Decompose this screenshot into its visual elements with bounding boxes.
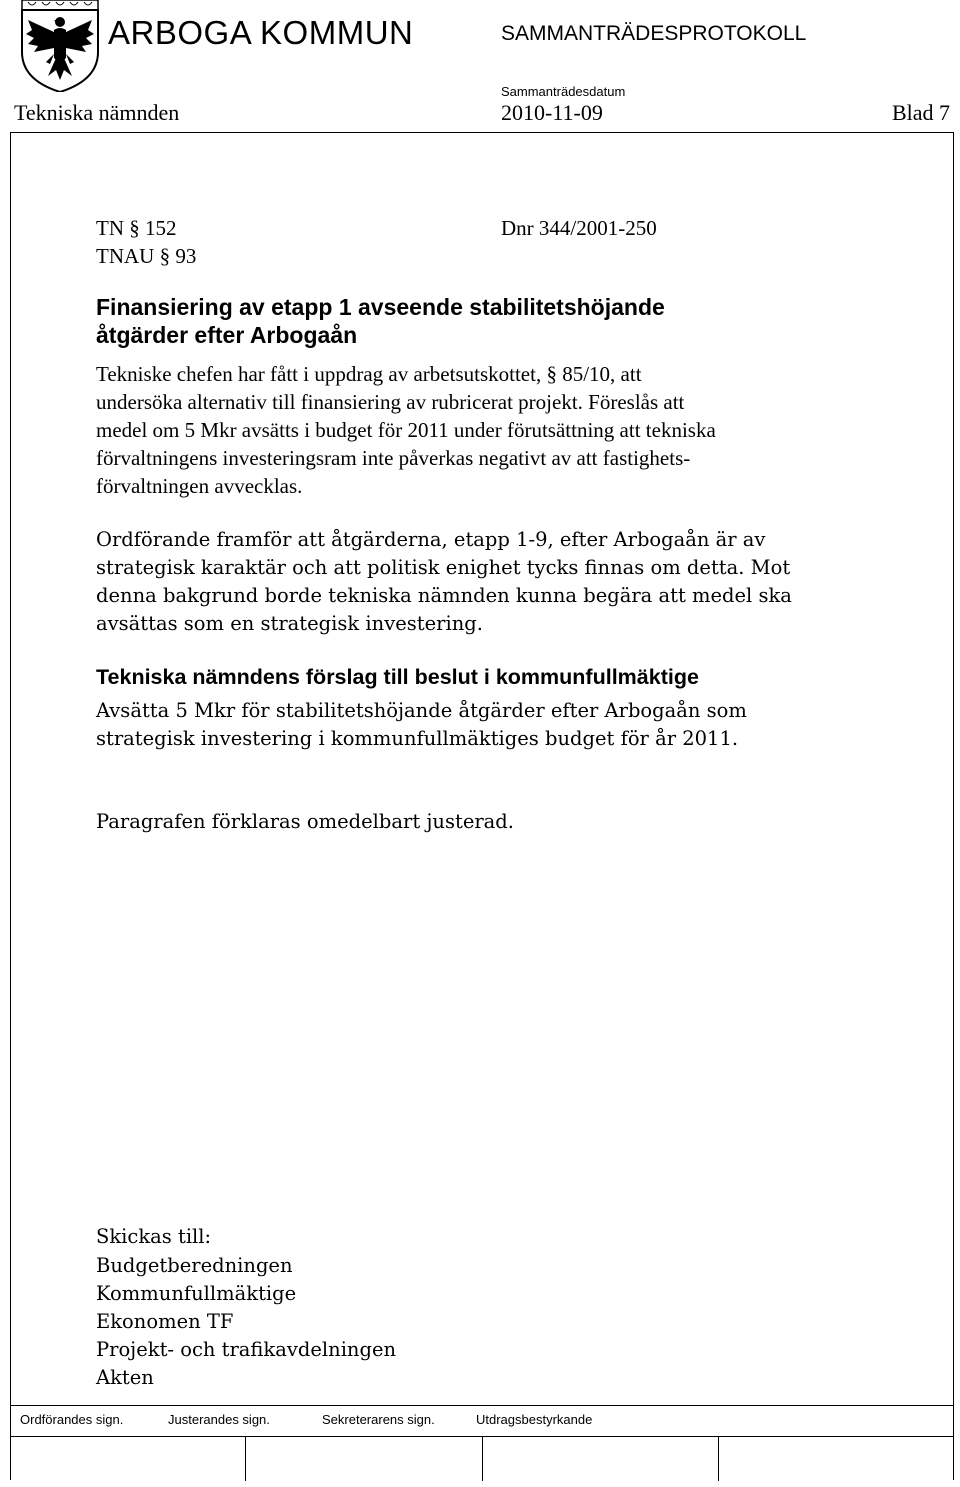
proposal-line: strategisk investering i kommunfullmäktiges budget för år 2011. [96,727,739,750]
body-line: denna bakgrund borde tekniska nämnden kunna begära att medel ska [96,584,792,607]
tn-paragraph-ref: TN § 152 [96,216,177,240]
meeting-date: 2010-11-09 [501,100,603,125]
body-line: förvaltningens investeringsram inte påverkas negativt av att fastighets- [96,446,691,470]
title-line-2: åtgärder efter Arbogaån [96,322,358,348]
secretary-sign-label: Sekreterarens sign. [322,1412,435,1427]
body-line: avsättas som en strategisk investering. [96,612,483,635]
distribution-item: Kommunfullmäktige [96,1282,297,1305]
adjuster-sign-box [246,1437,482,1481]
secretary-sign-box [483,1437,719,1481]
distribution-item: Akten [96,1366,154,1389]
adjuster-sign-label: Justerandes sign. [168,1412,270,1427]
body-line: Tekniske chefen har fått i uppdrag av arbetsutskottet, § 85/10, att [96,362,642,386]
certified-label: Utdragsbestyrkande [476,1412,593,1427]
committee-name: Tekniska nämnden [14,100,180,125]
distribution-item: Projekt- och trafikavdelningen [96,1338,397,1361]
municipal-crest-icon [20,0,100,92]
chair-sign-label: Ordförandes sign. [20,1412,124,1427]
body-line: Ordförande framför att åtgärderna, etapp 1-9, efter Arbogaån är av [96,528,766,551]
body-line: medel om 5 Mkr avsätts i budget för 2011 under förutsättning att tekniska [96,418,716,442]
distribution-item: Ekonomen TF [96,1310,234,1333]
tnau-paragraph-ref: TNAU § 93 [96,244,197,268]
document-type: SAMMANTRÄDESPROTOKOLL [501,22,807,45]
chair-sign-box [10,1437,246,1481]
distribution-label: Skickas till: [96,1225,212,1248]
page-number: Blad 7 [891,100,950,125]
proposal-line: Avsätta 5 Mkr för stabilitetshöjande åtgärder efter Arbogaån som [96,699,747,722]
proposal-heading: Tekniska nämndens förslag till beslut i kommunfullmäktige [96,665,699,689]
body-line: undersöka alternativ till finansiering av rubricerat projekt. Föreslås att [96,390,685,414]
meeting-date-label: Sammanträdesdatum [501,84,626,99]
diary-number: Dnr 344/2001-250 [501,216,657,240]
organization-name: ARBOGA KOMMUN [108,14,414,51]
distribution-item: Budgetberedningen [96,1254,293,1277]
title-line-1: Finansiering av etapp 1 avseende stabilitetshöjande [96,294,665,320]
certified-box [719,1437,954,1481]
justification-note: Paragrafen förklaras omedelbart justerad. [96,810,514,833]
body-line: strategisk karaktär och att politisk enighet tycks finnas om detta. Mot [96,556,791,579]
signature-boxes [10,1436,954,1481]
body-line: förvaltningen avvecklas. [96,474,303,498]
footer-divider [10,1405,954,1406]
